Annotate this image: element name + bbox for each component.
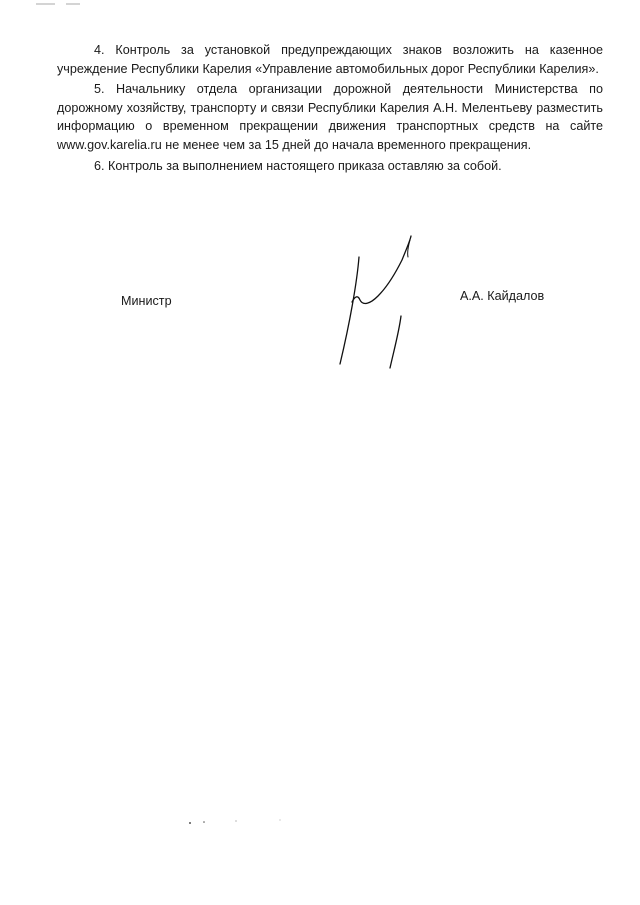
signer-name: А.А. Кайдалов [460,289,545,303]
paragraph-item-4: 4. Контроль за установкой предупреждающих знаков возложить на казенное учреждение Республики Карелия «Управление автомобильных дорог Республики Карелия». [57,43,603,76]
paragraph-item-5: 5. Начальнику отдела организации дорожной деятельности Министерства по дорожному хозяйству, транспорту и связи Республики Карелия А.Н. Мелентьеву разместить информацию о временном прекращении движения транспортных средств на сайте www.gov.karelia.ru не менее чем за 15 дней до начала временного прекращения. [57,82,603,152]
paragraph-item-6: 6. Контроль за выполнением настоящего приказа оставляю за собой. [94,158,502,173]
position-title: Министр [121,294,172,308]
handwritten-signature [330,232,425,377]
